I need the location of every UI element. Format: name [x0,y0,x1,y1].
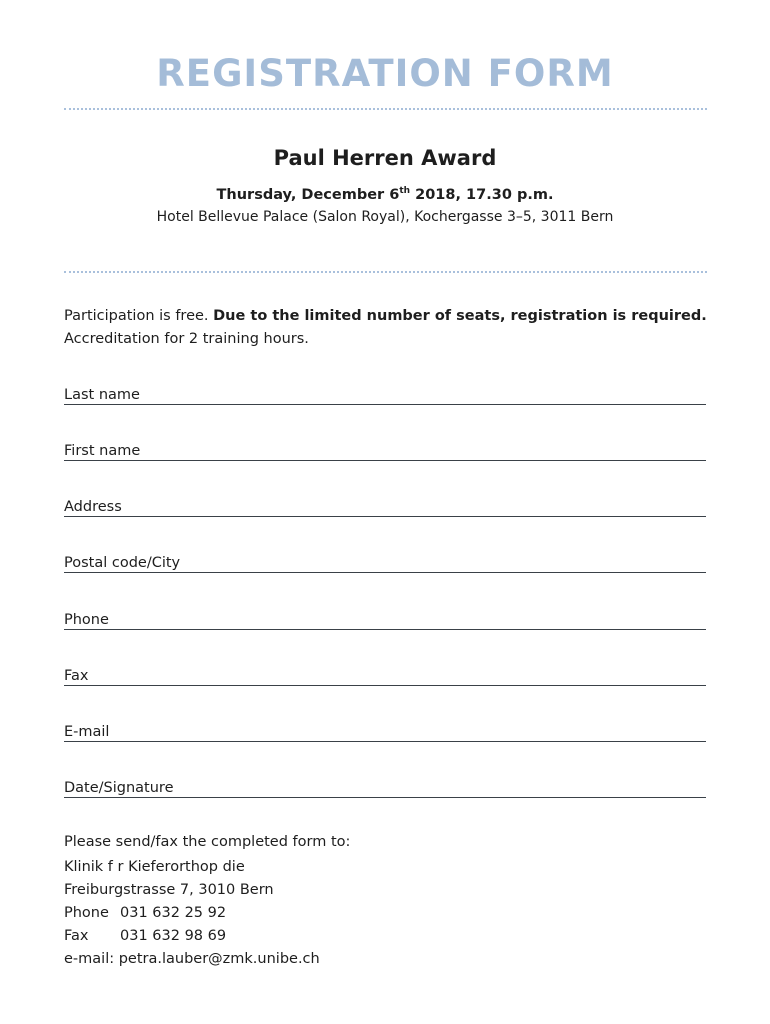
contact-email-line [64,948,350,971]
last-name-label: Last name [64,387,140,403]
postal-code-city-label: Postal code/City [64,555,181,571]
email-label: E-mail [64,724,110,740]
contact-block [64,831,350,971]
award-title: Paul Herren Award [273,146,497,170]
intro-required-text: Due to the limited number of seats, registration is required. [213,308,707,324]
contact-phone-line [64,902,350,925]
intro-accreditation-text: Accreditation for 2 training hours. [64,331,309,347]
phone-label: Phone [64,612,109,628]
phone-field[interactable] [64,605,706,630]
first-name-label: First name [64,443,141,459]
contact-email-link[interactable]: petra.lauber@zmk.unibe.ch [118,951,320,967]
event-date [0,186,770,203]
contact-phone-number: 031 632 25 92 [120,905,227,921]
contact-email-label: e-mail: [64,951,115,967]
form-title: REGISTRATION FORM [156,52,614,95]
intro-text [64,305,724,351]
fax-label: Fax [64,668,89,684]
last-name-field[interactable] [64,380,706,405]
fax-field[interactable] [64,661,706,686]
first-name-field[interactable] [64,436,706,461]
date-signature-label: Date/Signature [64,780,174,796]
intro-line-1 [64,305,724,328]
address-label: Address [64,499,122,515]
contact-street: Freiburgstrasse 7, 3010 Bern [64,882,274,898]
address-field[interactable] [64,492,706,517]
contact-phone-label: Phone [64,905,109,921]
contact-lead: Please send/fax the completed form to: [64,834,351,850]
contact-organization: Klinik f r Kieferorthop die [64,859,245,875]
event-date-rest: 2018, 17.30 p.m. [410,187,554,203]
contact-fax-line [64,925,350,948]
event-date-ordinal: th [399,186,411,196]
date-signature-field[interactable] [64,773,706,798]
intro-free-text: Participation is free. [64,308,214,324]
contact-fax-label: Fax [64,928,89,944]
email-field[interactable] [64,717,706,742]
event-venue: Hotel Bellevue Palace (Salon Royal), Kochergasse 3–5, 3011 Bern [156,209,614,225]
event-date-main: Thursday, December 6 [216,187,400,203]
dotted-divider-bottom [64,271,707,273]
postal-code-city-field[interactable] [64,548,706,573]
dotted-divider-top [64,108,707,110]
contact-fax-number: 031 632 98 69 [120,928,227,944]
